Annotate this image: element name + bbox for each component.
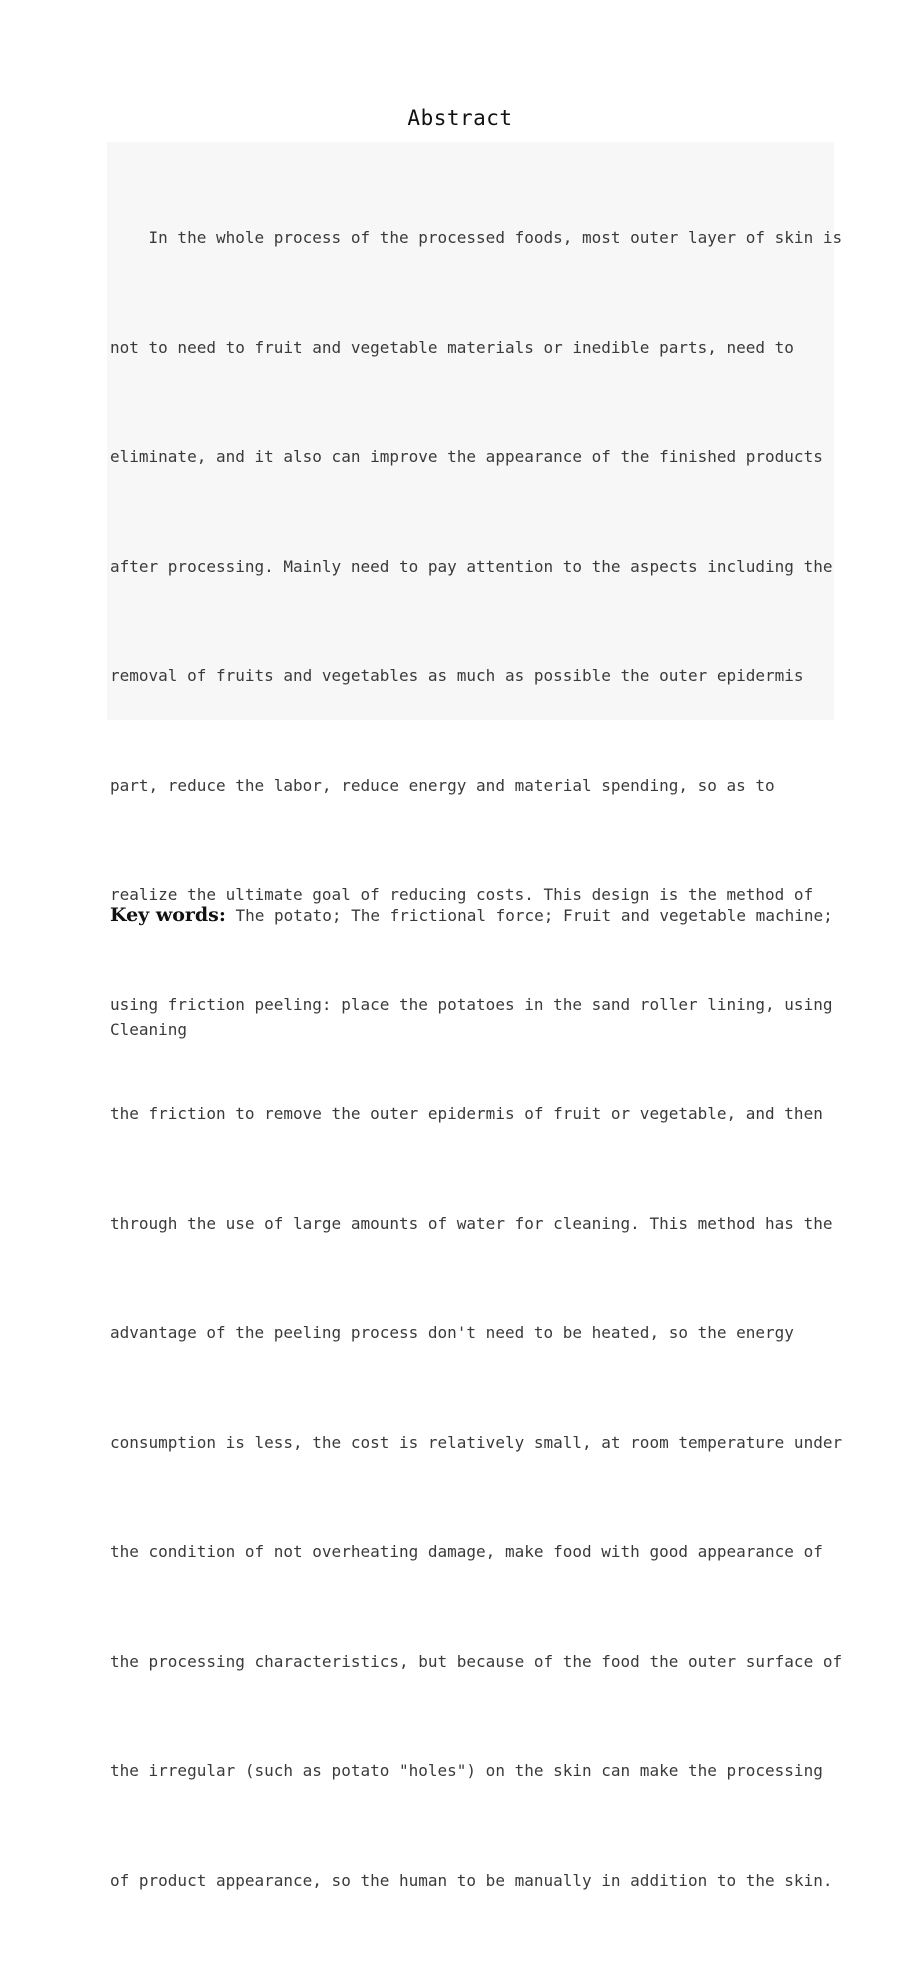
abstract-line: the condition of not overheating damage, make food with good appearance of bbox=[110, 1542, 823, 1561]
abstract-line: part, reduce the labor, reduce energy and material spending, so as to bbox=[110, 775, 775, 795]
abstract-line: using friction peeling: place the potatoes in the sand roller lining, using bbox=[110, 994, 833, 1014]
abstract-line: the friction to remove the outer epidermis of fruit or vegetable, and then bbox=[110, 1104, 823, 1123]
abstract-line: realize the ultimate goal of reducing costs. This design is the method of bbox=[110, 885, 814, 904]
keywords-section bbox=[110, 820, 833, 1125]
abstract-line: advantage of the peeling process don't need to be heated, so the energy bbox=[110, 1323, 794, 1342]
abstract-line: consumption is less, the cost is relatively small, at room temperature under bbox=[110, 1432, 843, 1452]
abstract-line: of product appearance, so the human to be manually in addition to the skin. bbox=[110, 1870, 833, 1890]
abstract-line: through the use of large amounts of water for cleaning. This method has the bbox=[110, 1213, 833, 1233]
abstract-title: Abstract bbox=[407, 106, 513, 130]
abstract-line: not to need to fruit and vegetable materials or inedible parts, need to bbox=[110, 337, 794, 357]
abstract-line: In the whole process of the processed foods, most outer layer of skin is bbox=[110, 228, 843, 247]
keywords-label: Key words: bbox=[110, 904, 226, 926]
keywords-line-2: Cleaning bbox=[110, 1020, 188, 1039]
keywords-list: The potato; The frictional force; Fruit and vegetable machine; bbox=[225, 906, 833, 925]
keywords-line-1 bbox=[110, 896, 833, 935]
abstract-line: eliminate, and it also can improve the appearance of the finished products bbox=[110, 447, 823, 466]
abstract-line: after processing. Mainly need to pay attention to the aspects including the bbox=[110, 556, 833, 576]
abstract-line: the processing characteristics, but because of the food the outer surface of bbox=[110, 1651, 843, 1671]
abstract-line: the irregular (such as potato "holes") on the skin can make the processing bbox=[110, 1761, 823, 1780]
abstract-line: removal of fruits and vegetables as much as possible the outer epidermis bbox=[110, 666, 804, 685]
